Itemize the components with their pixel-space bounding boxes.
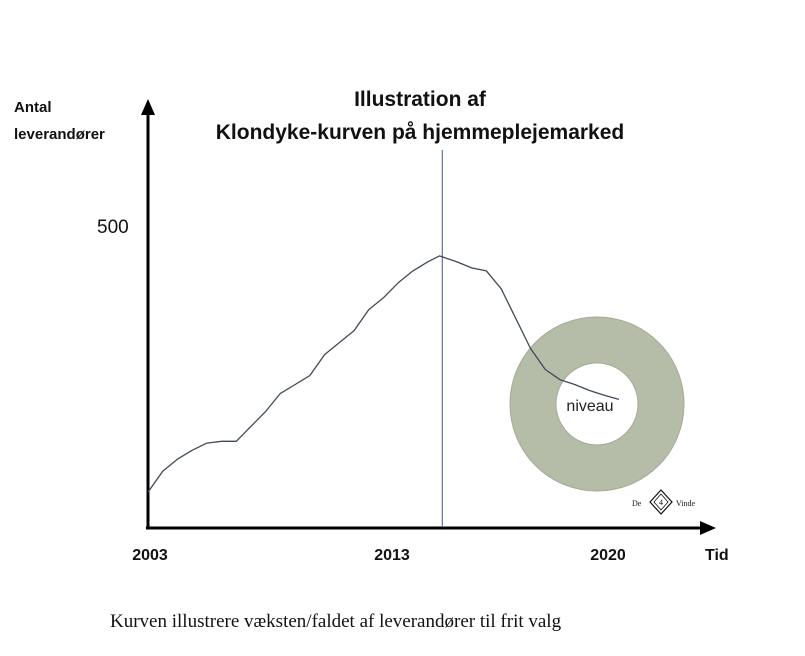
y-axis-label-line2: leverandører — [14, 126, 105, 143]
y-axis-label-line1: Antal — [14, 99, 52, 116]
chart-caption: Kurven illustrere væksten/faldet af leverandører til frit valg — [110, 611, 562, 632]
chart-title-line2: Klondyke-kurven på hjemmeplejemarked — [215, 121, 625, 144]
de-4-vinde-logo — [632, 490, 696, 514]
x-axis-label: Tid — [705, 547, 729, 564]
y-tick-label: 500 — [97, 217, 129, 238]
niveau-annotation: niveau — [566, 398, 614, 415]
y-axis-arrowhead — [141, 99, 155, 115]
x-tick-label-2003: 2003 — [132, 547, 168, 564]
svg-text:Vinde: Vinde — [676, 499, 696, 508]
svg-text:De: De — [632, 499, 642, 508]
x-tick-label-2020: 2020 — [590, 547, 626, 564]
chart-title-line1: Illustration af — [354, 88, 486, 111]
x-tick-label-2013: 2013 — [374, 547, 410, 564]
x-axis-arrowhead — [700, 521, 716, 535]
svg-text:4: 4 — [659, 498, 663, 507]
